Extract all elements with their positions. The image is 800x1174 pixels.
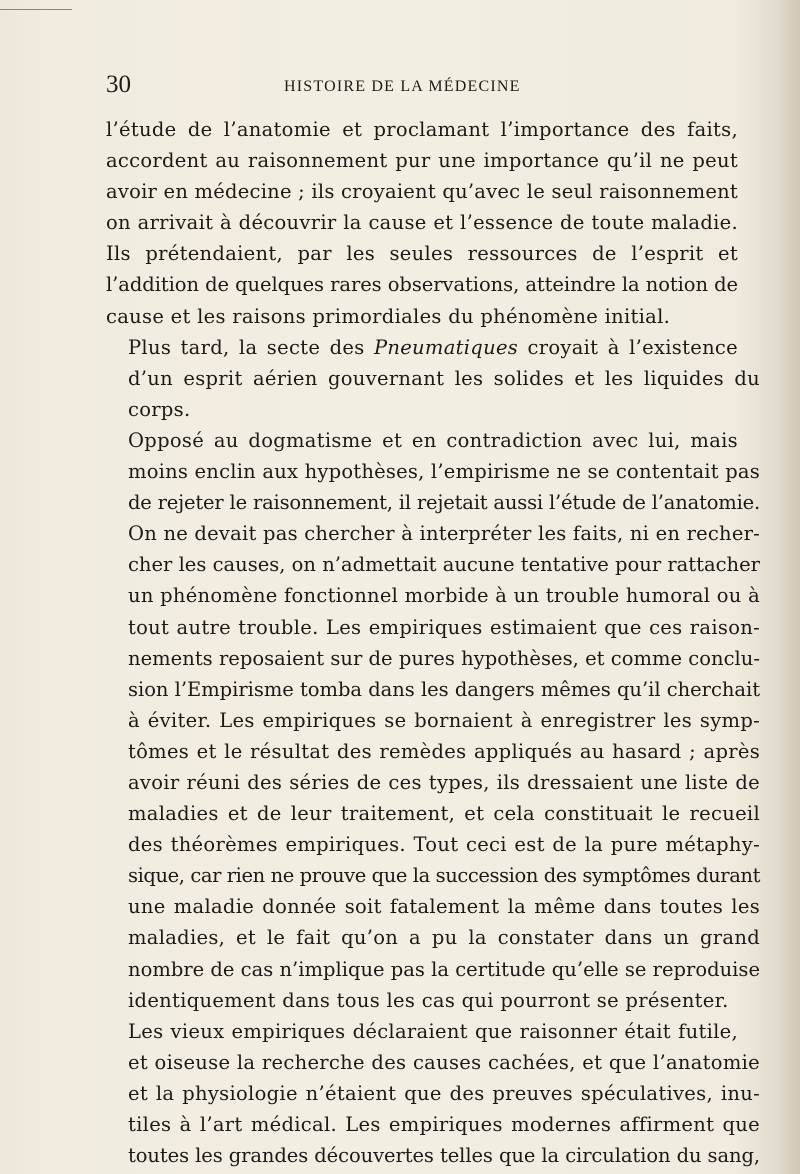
running-title: HISTOIRE DE LA MÉDECINE	[284, 78, 521, 95]
paragraph-dogmatism	[106, 114, 738, 332]
text-line: de rejeter le raisonnement, il rejetait aussi l’étude de l’anatomie.	[128, 491, 761, 515]
paragraph-empiricism	[106, 425, 761, 1016]
text-line: nombre de cas n’implique pas la certitude qu’elle se reproduise	[128, 957, 760, 981]
text-line: à éviter. Les empiriques se bornaient à enregistrer les symp-	[128, 708, 760, 732]
text-line: des théorèmes empiriques. Tout ceci est de la pure métaphy-	[128, 833, 760, 857]
text-line: tômes et le résultat des remèdes appliqués au hasard ; après	[128, 739, 760, 763]
text-line: sique, car rien ne prouve que la succession des symptômes durant	[128, 864, 760, 888]
text-line: Les vieux empiriques déclaraient que raisonner était futile,	[128, 1019, 738, 1043]
text-line: nements reposaient sur de pures hypothèses, et comme conclu-	[128, 646, 760, 670]
text-line: avoir en médecine ; ils croyaient qu’avec le seul raisonnement	[106, 180, 738, 204]
text-line: cause et les raisons primordiales du phénomène initial.	[106, 304, 671, 328]
text-fragment: Plus tard, la secte des	[128, 335, 374, 359]
text-line: l’addition de quelques rares observations, atteindre la notion de	[106, 273, 738, 297]
text-fragment: croyait à l’existence	[518, 335, 738, 359]
pneumatiques-italic: Pneumatiques	[373, 335, 519, 359]
text-line: et oiseuse la recherche des causes cachées, et que l’anatomie	[128, 1050, 760, 1074]
text-line: Opposé au dogmatisme et en contradiction avec lui, mais	[128, 428, 738, 452]
text-line: accordent au raisonnement pur une importance qu’il ne peut	[106, 149, 738, 173]
page-header	[106, 70, 738, 110]
text-line: cher les causes, on n’admettait aucune tentative pour rattacher	[128, 553, 760, 577]
paragraph-pneumatics	[106, 332, 760, 425]
text-line: d’un esprit aérien gouvernant les solides et les liquides du	[128, 366, 760, 390]
text-line: un phénomène fonctionnel morbide à un trouble humoral ou à	[128, 584, 760, 608]
text-line: une maladie donnée soit fatalement la même dans toutes les	[128, 895, 760, 919]
text-line: moins enclin aux hypothèses, l’empirisme ne se contentait pas	[128, 460, 760, 484]
text-line: identiquement dans tous les cas qui pourront se présenter.	[128, 988, 729, 1012]
text-line: l’étude de l’anatomie et proclamant l’importance des faits,	[106, 118, 738, 141]
text-line: toutes les grandes découvertes telles que la circulation du sang,	[128, 1144, 760, 1168]
text-line-first	[106, 332, 738, 363]
page-edge-line	[0, 9, 72, 10]
text-line: avoir réuni des séries de ces types, ils dressaient une liste de	[128, 770, 760, 794]
text-line: on arrivait à découvrir la cause et l’essence de toute maladie.	[106, 211, 738, 235]
body-text	[106, 114, 761, 1171]
text-line: tout autre trouble. Les empiriques estimaient que ces raison-	[128, 615, 760, 639]
text-line: tiles à l’art médical. Les empiriques modernes affirment que	[128, 1113, 760, 1136]
text-line: On ne devait pas chercher à interpréter les faits, ni en recher-	[128, 522, 760, 546]
paragraph-old-empirics	[106, 1016, 760, 1171]
text-line: Ils prétendaient, par les seules ressources de l’esprit et	[106, 242, 738, 266]
text-line: maladies, et le fait qu’on a pu la constater dans un grand	[128, 926, 760, 950]
text-line: maladies et de leur traitement, et cela constituait le recueil	[128, 802, 760, 826]
text-line: sion l’Empirisme tomba dans les dangers mêmes qu’il cherchait	[128, 677, 761, 701]
page-number: 30	[106, 71, 131, 98]
text-line: et la physiologie n’étaient que des preuves spéculatives, inu-	[128, 1081, 760, 1105]
text-line: corps.	[128, 397, 191, 421]
